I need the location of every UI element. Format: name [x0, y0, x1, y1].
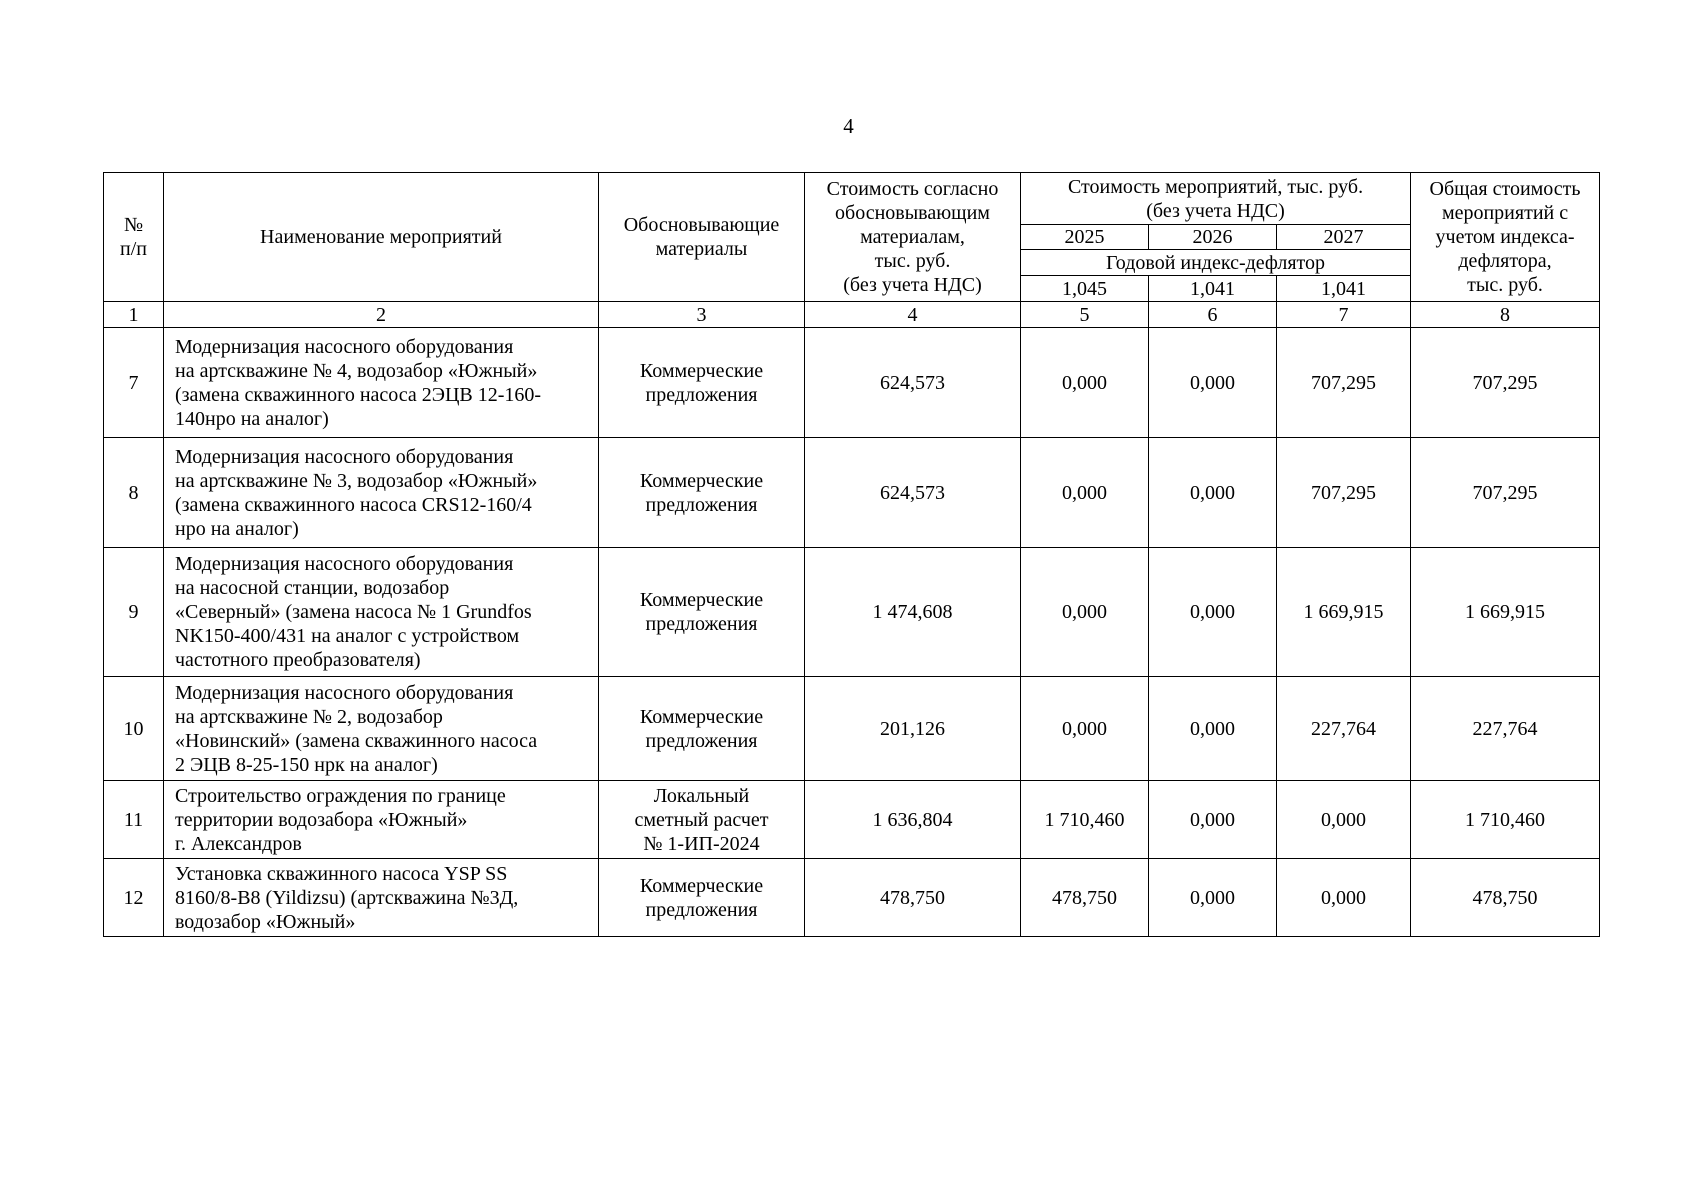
header-total-text: Общая стоимость мероприятий с учетом индекса- дефлятора, тыс. руб. [1429, 178, 1581, 296]
row-materials: Локальный сметный расчет № 1-ИП-2024 [599, 781, 805, 859]
column-number: 7 [1277, 302, 1411, 328]
row-cost-2027: 227,764 [1277, 677, 1411, 781]
table-row [104, 328, 1600, 438]
column-number: 5 [1021, 302, 1149, 328]
row-cost-2027: 707,295 [1277, 328, 1411, 438]
row-materials: Коммерческие предложения [599, 438, 805, 548]
header-cell-cost [805, 173, 1021, 302]
row-cost: 201,126 [805, 677, 1021, 781]
column-numbers-row [104, 302, 1600, 328]
row-cost-2025: 0,000 [1021, 677, 1149, 781]
row-cost-2026: 0,000 [1149, 328, 1277, 438]
table-header [104, 173, 1600, 328]
row-cost-2026: 0,000 [1149, 438, 1277, 548]
row-cost-2025: 0,000 [1021, 438, 1149, 548]
header-cell-name [164, 173, 599, 302]
row-materials: Коммерческие предложения [599, 328, 805, 438]
row-cost-2025: 1 710,460 [1021, 781, 1149, 859]
header-cost-text: Стоимость согласно обосновывающим материалам, тыс. руб. (без учета НДС) [826, 178, 999, 296]
row-cost-2026: 0,000 [1149, 548, 1277, 677]
row-cost-2027: 707,295 [1277, 438, 1411, 548]
row-total: 1 669,915 [1411, 548, 1600, 677]
header-cell-num [104, 173, 164, 302]
header-cell-materials [599, 173, 805, 302]
row-name: Модернизация насосного оборудования на артскважине № 3, водозабор «Южный» (замена скважинного насоса CRS12-160/4 нро на аналог) [164, 438, 599, 548]
table-body [104, 328, 1600, 937]
row-materials: Коммерческие предложения [599, 859, 805, 937]
row-cost-2027: 0,000 [1277, 859, 1411, 937]
row-cost-2025: 0,000 [1021, 328, 1149, 438]
column-number: 2 [164, 302, 599, 328]
table-row [104, 781, 1600, 859]
header-year-2026: 2026 [1149, 225, 1277, 250]
row-total: 478,750 [1411, 859, 1600, 937]
row-cost-2026: 0,000 [1149, 859, 1277, 937]
table-row [104, 859, 1600, 937]
column-number: 6 [1149, 302, 1277, 328]
row-num: 12 [104, 859, 164, 937]
header-name-text: Наименование мероприятий [260, 226, 502, 248]
column-number: 4 [805, 302, 1021, 328]
header-cost-years-text: Стоимость мероприятий, тыс. руб. (без учета НДС) [1067, 175, 1364, 222]
row-cost-2025: 478,750 [1021, 859, 1149, 937]
row-cost-2027: 0,000 [1277, 781, 1411, 859]
table-row [104, 677, 1600, 781]
header-deflator-2025: 1,045 [1021, 276, 1149, 302]
row-num: 8 [104, 438, 164, 548]
header-materials-text: Обосновывающие материалы [623, 214, 780, 260]
column-number: 8 [1411, 302, 1600, 328]
header-deflator-label: Годовой индекс-дефлятор [1021, 250, 1411, 276]
row-name: Модернизация насосного оборудования на артскважине № 4, водозабор «Южный» (замена скважинного насоса 2ЭЦВ 12-160- 140нро на аналог) [164, 328, 599, 438]
row-num: 7 [104, 328, 164, 438]
row-materials: Коммерческие предложения [599, 677, 805, 781]
header-deflator-2026: 1,041 [1149, 276, 1277, 302]
table-row [104, 438, 1600, 548]
row-cost-2025: 0,000 [1021, 548, 1149, 677]
row-num: 10 [104, 677, 164, 781]
row-name: Установка скважинного насоса YSP SS 8160/8-B8 (Yildizsu) (артскважина №3Д, водозабор «Южный» [164, 859, 599, 937]
page-number: 4 [843, 114, 854, 138]
header-year-2025: 2025 [1021, 225, 1149, 250]
header-cell-total [1411, 173, 1600, 302]
table-row [104, 548, 1600, 677]
row-name: Модернизация насосного оборудования на артскважине № 2, водозабор «Новинский» (замена скважинного насоса 2 ЭЦВ 8-25-150 нрк на аналог) [164, 677, 599, 781]
row-cost-2026: 0,000 [1149, 677, 1277, 781]
row-cost: 1 636,804 [805, 781, 1021, 859]
row-name: Строительство ограждения по границе территории водозабора «Южный» г. Александров [164, 781, 599, 859]
row-cost-2027: 1 669,915 [1277, 548, 1411, 677]
row-materials: Коммерческие предложения [599, 548, 805, 677]
header-cell-cost-years [1021, 173, 1411, 225]
measures-table [103, 172, 1600, 937]
row-num: 11 [104, 781, 164, 859]
row-cost: 624,573 [805, 328, 1021, 438]
row-name: Модернизация насосного оборудования на насосной станции, водозабор «Северный» (замена насоса № 1 Grundfos NK150-400/431 на аналог с устройством частотного преобразователя) [164, 548, 599, 677]
column-number: 3 [599, 302, 805, 328]
header-deflator-2027: 1,041 [1277, 276, 1411, 302]
row-cost-2026: 0,000 [1149, 781, 1277, 859]
row-cost: 478,750 [805, 859, 1021, 937]
header-num-text: № п/п [120, 214, 147, 260]
row-cost: 624,573 [805, 438, 1021, 548]
row-total: 1 710,460 [1411, 781, 1600, 859]
header-year-2027: 2027 [1277, 225, 1411, 250]
row-total: 707,295 [1411, 438, 1600, 548]
header-row [104, 173, 1600, 225]
row-num: 9 [104, 548, 164, 677]
row-cost: 1 474,608 [805, 548, 1021, 677]
row-total: 707,295 [1411, 328, 1600, 438]
column-number: 1 [104, 302, 164, 328]
row-total: 227,764 [1411, 677, 1600, 781]
